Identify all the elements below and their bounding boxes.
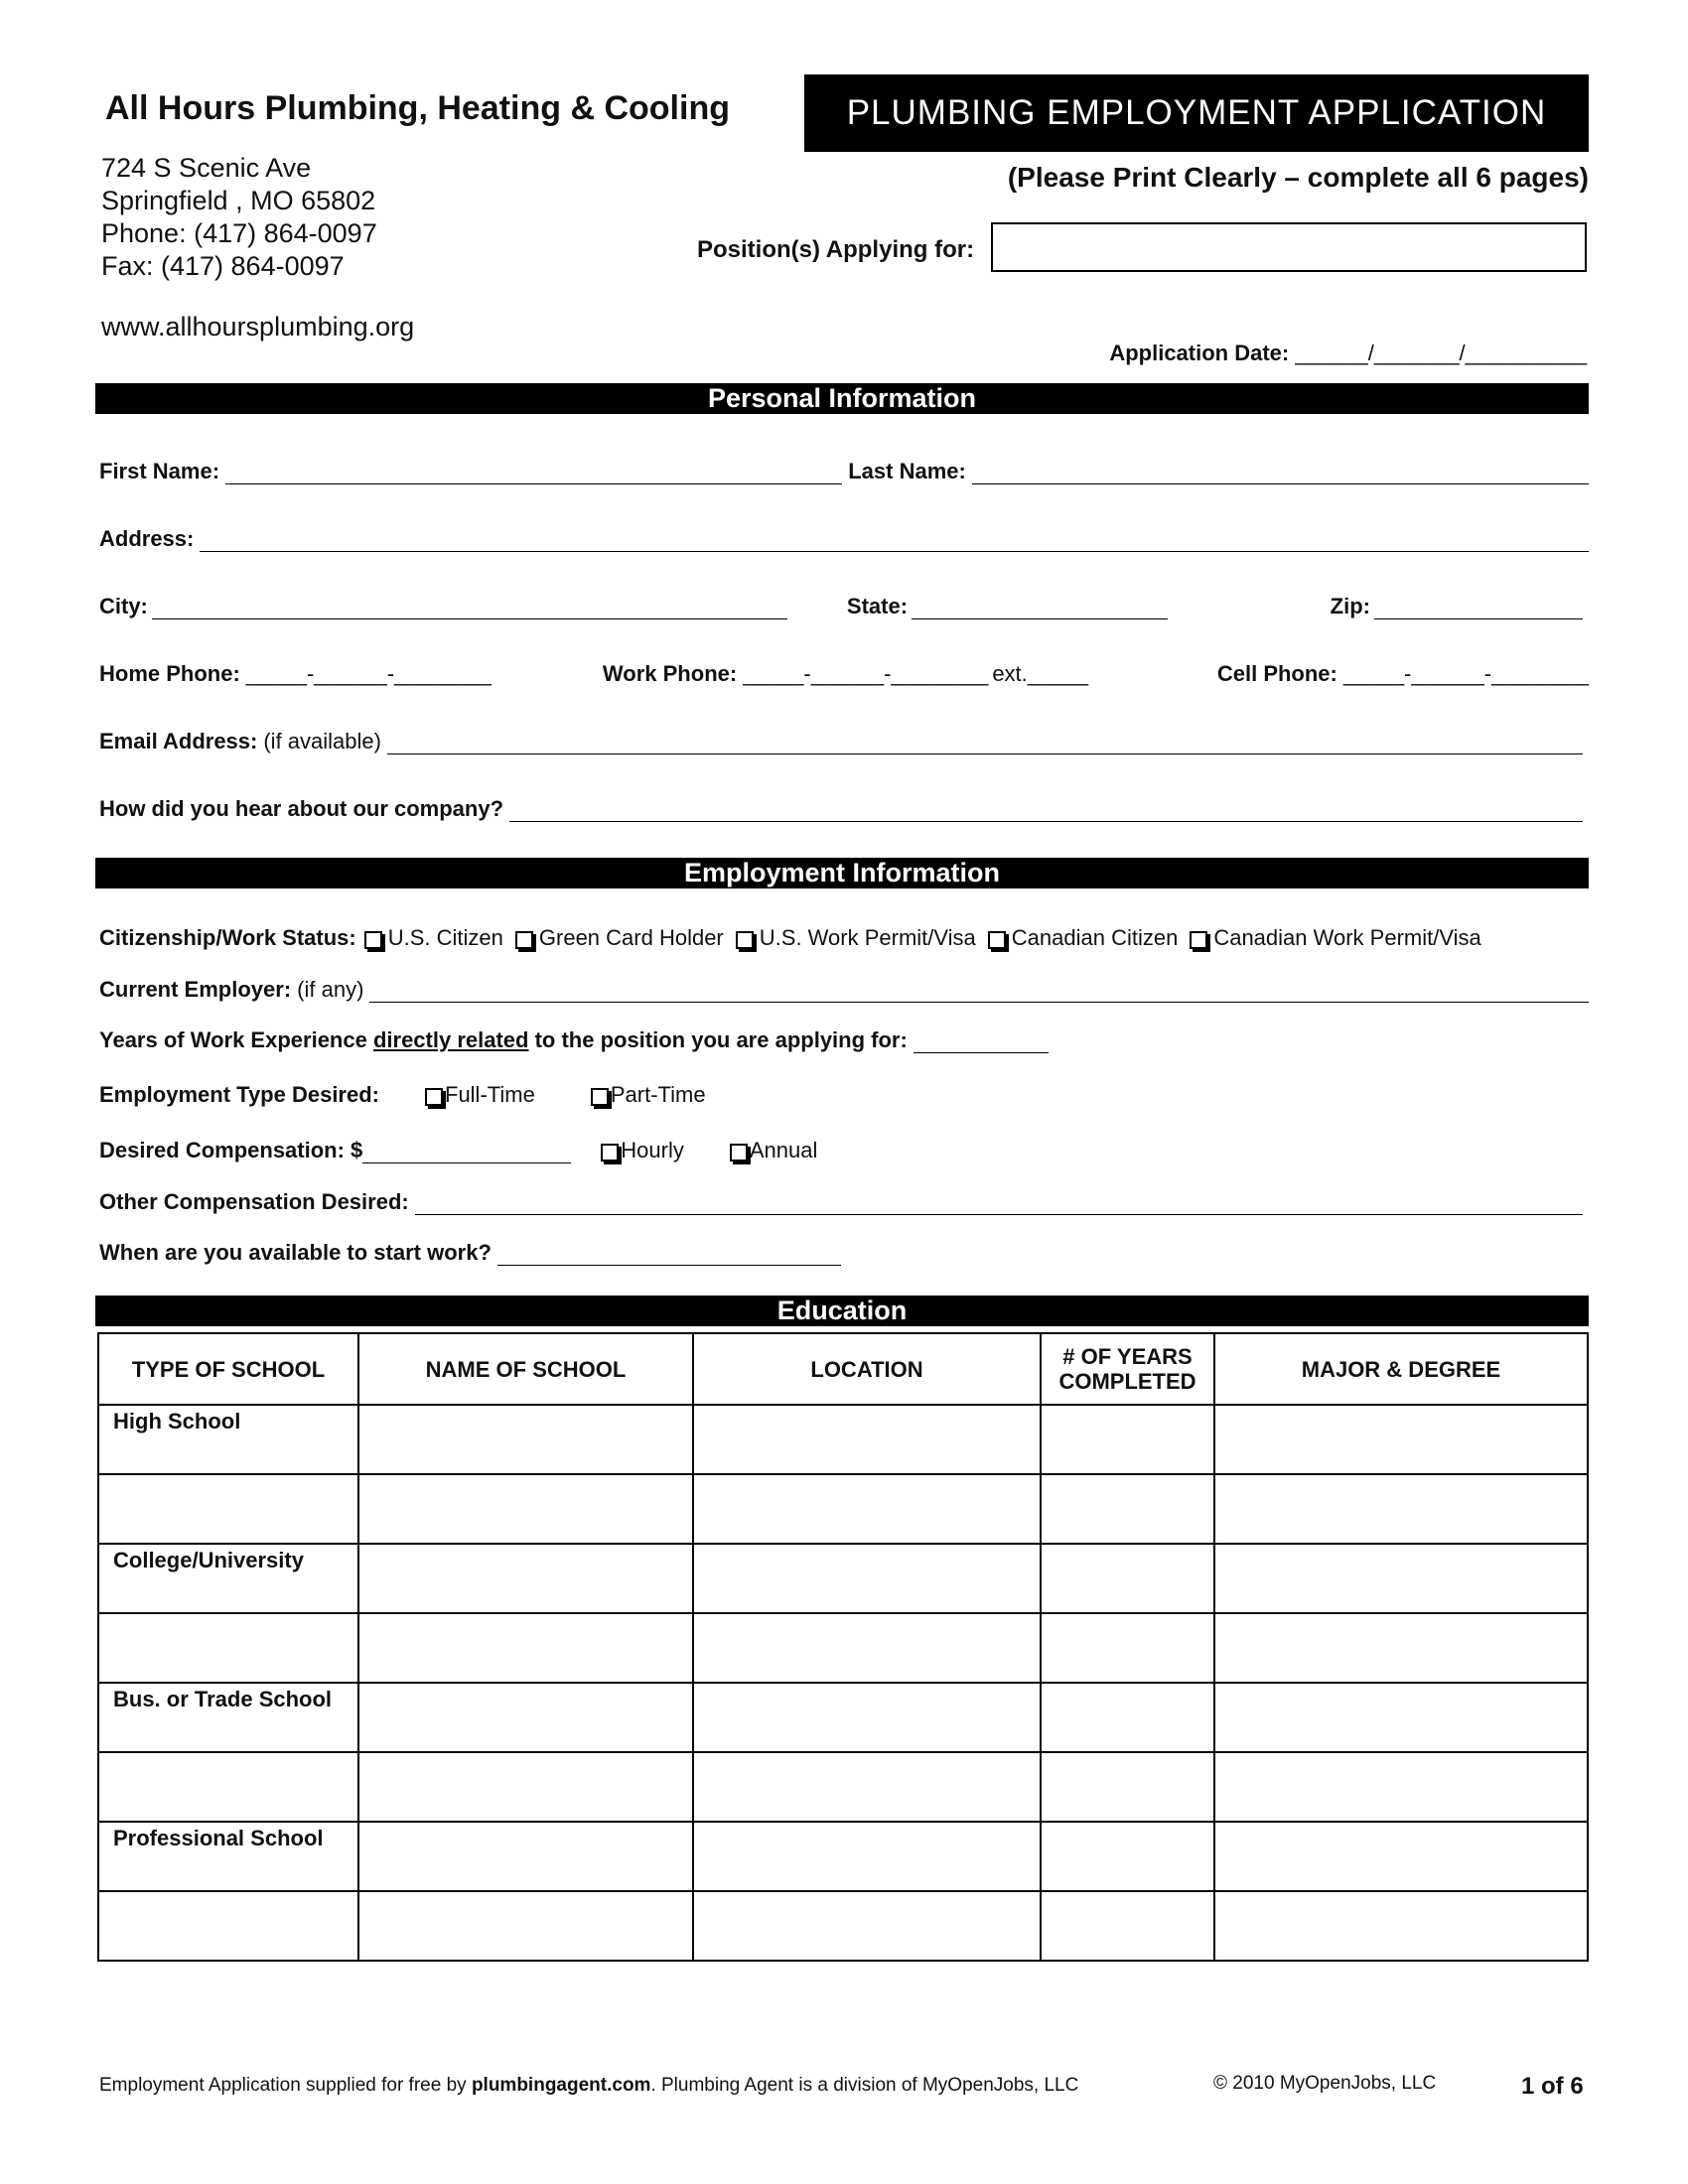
education-row <box>98 1683 1588 1752</box>
col-location: LOCATION <box>693 1333 1041 1405</box>
education-entry-cell[interactable] <box>1041 1822 1214 1891</box>
hear-about-row <box>99 792 1589 822</box>
option-us-work-permit: U.S. Work Permit/Visa <box>759 925 976 950</box>
education-row-label: High School <box>113 1409 241 1433</box>
email-field[interactable] <box>387 734 1583 754</box>
checkbox-full-time[interactable] <box>425 1088 443 1106</box>
education-row-label <box>99 1614 357 1617</box>
years-exp-label-pre: Years of Work Experience <box>99 1027 373 1052</box>
education-entry-cell[interactable] <box>1041 1752 1214 1822</box>
current-employer-field[interactable] <box>369 982 1589 1003</box>
option-canadian-work-permit: Canadian Work Permit/Visa <box>1213 925 1481 950</box>
education-entry-cell[interactable] <box>358 1822 693 1891</box>
education-entry-cell[interactable] <box>358 1405 693 1474</box>
hear-about-field[interactable] <box>509 801 1583 822</box>
education-entry-cell[interactable] <box>1214 1613 1588 1683</box>
home-phone-field[interactable]: _____-______-________ <box>245 661 492 686</box>
education-row <box>98 1544 1588 1613</box>
years-experience-row <box>99 1024 1589 1053</box>
position-input[interactable] <box>991 222 1587 272</box>
education-entry-cell[interactable] <box>358 1474 693 1544</box>
city-field[interactable] <box>152 599 787 619</box>
option-annual: Annual <box>749 1138 818 1162</box>
first-name-field[interactable] <box>225 464 842 484</box>
cell-phone-label: Cell Phone: <box>1216 661 1337 686</box>
checkbox-canadian-citizen[interactable] <box>988 931 1006 949</box>
education-row <box>98 1752 1588 1822</box>
education-row-label: Professional School <box>113 1826 324 1850</box>
education-entry-cell[interactable] <box>1041 1613 1214 1683</box>
education-entry-cell[interactable] <box>693 1683 1041 1752</box>
email-note: (if available) <box>263 729 381 753</box>
page-number: 1 of 6 <box>1521 2073 1584 2100</box>
application-date-field[interactable]: ______/_______/__________ <box>1295 341 1587 365</box>
education-entry-cell[interactable] <box>1041 1891 1214 1961</box>
start-work-label: When are you available to start work? <box>99 1240 492 1265</box>
education-row <box>98 1405 1588 1474</box>
citizenship-row <box>99 921 1589 951</box>
current-employer-row <box>99 973 1589 1003</box>
current-employer-note: (if any) <box>297 977 364 1002</box>
name-row <box>99 455 1589 484</box>
option-full-time: Full-Time <box>445 1082 535 1107</box>
print-note: (Please Print Clearly – complete all 6 pages) <box>1007 162 1589 193</box>
citizenship-label: Citizenship/Work Status: <box>99 925 356 950</box>
address-line1: 724 S Scenic Ave <box>101 153 312 183</box>
education-type-cell <box>98 1822 358 1891</box>
education-type-cell <box>98 1613 358 1683</box>
zip-label: Zip: <box>1330 594 1370 618</box>
state-label: State: <box>846 594 909 618</box>
option-green-card: Green Card Holder <box>538 925 724 950</box>
work-phone-field[interactable]: _____-______-________ <box>743 661 989 686</box>
current-employer-label: Current Employer: <box>99 977 292 1002</box>
checkbox-canadian-work-permit[interactable] <box>1190 931 1207 949</box>
checkbox-green-card[interactable] <box>515 931 533 949</box>
education-entry-cell[interactable] <box>358 1613 693 1683</box>
application-date <box>1109 341 1587 366</box>
work-ext-field[interactable]: ext._____ <box>992 661 1088 686</box>
application-date-label: Application Date: <box>1109 341 1290 365</box>
last-name-label: Last Name: <box>848 459 966 483</box>
email-label: Email Address: <box>99 729 258 753</box>
education-entry-cell[interactable] <box>693 1822 1041 1891</box>
col-type-of-school: TYPE OF SCHOOL <box>98 1333 358 1405</box>
education-entry-cell[interactable] <box>358 1683 693 1752</box>
checkbox-us-work-permit[interactable] <box>736 931 754 949</box>
years-exp-label-underline: directly related <box>372 1027 529 1052</box>
footer-supplied-post: . Plumbing Agent is a division of MyOpenJobs, LLC <box>650 2075 1079 2096</box>
start-work-row <box>99 1236 1589 1266</box>
cell-phone-field[interactable]: _____-______-________ <box>1342 661 1589 686</box>
footer-supplied-by <box>99 2075 1078 2097</box>
education-type-cell <box>98 1891 358 1961</box>
education-entry-cell[interactable] <box>1214 1683 1588 1752</box>
years-exp-label-post: to the position you are applying for: <box>528 1027 908 1052</box>
col-name-of-school: NAME OF SCHOOL <box>358 1333 693 1405</box>
address-label: Address: <box>99 526 195 551</box>
state-field[interactable] <box>912 599 1168 619</box>
employment-section-header: Employment Information <box>95 858 1589 888</box>
education-entry-cell[interactable] <box>1214 1891 1588 1961</box>
education-entry-cell[interactable] <box>1041 1405 1214 1474</box>
checkbox-part-time[interactable] <box>591 1088 609 1106</box>
fax-line: Fax: (417) 864-0097 <box>101 251 345 281</box>
education-entry-cell[interactable] <box>358 1891 693 1961</box>
compensation-field[interactable] <box>362 1143 571 1163</box>
education-entry-cell[interactable] <box>1041 1683 1214 1752</box>
education-type-cell <box>98 1752 358 1822</box>
option-hourly: Hourly <box>621 1138 684 1162</box>
education-entry-cell[interactable] <box>693 1405 1041 1474</box>
education-section-header: Education <box>95 1296 1589 1326</box>
education-row <box>98 1613 1588 1683</box>
education-row-label <box>99 1475 357 1478</box>
education-row-label <box>99 1753 357 1756</box>
education-entry-cell[interactable] <box>693 1752 1041 1822</box>
address-line2: Springfield , MO 65802 <box>101 186 376 215</box>
address-field[interactable] <box>200 531 1589 552</box>
other-comp-field[interactable] <box>415 1194 1583 1215</box>
website-link[interactable]: www.allhoursplumbing.org <box>101 312 415 341</box>
last-name-field[interactable] <box>972 464 1589 484</box>
work-phone-label: Work Phone: <box>602 661 738 686</box>
phone-row <box>99 657 1589 687</box>
other-comp-label: Other Compensation Desired: <box>99 1189 409 1214</box>
city-row <box>99 590 1589 619</box>
education-type-cell <box>98 1474 358 1544</box>
education-entry-cell[interactable] <box>1041 1474 1214 1544</box>
personal-section-header: Personal Information <box>95 383 1589 414</box>
col-major-degree: MAJOR & DEGREE <box>1214 1333 1588 1405</box>
education-header-row <box>98 1333 1588 1405</box>
education-row <box>98 1474 1588 1544</box>
email-row <box>99 725 1589 754</box>
education-type-cell <box>98 1683 358 1752</box>
city-label: City: <box>99 594 148 618</box>
position-label: Position(s) Applying for: <box>697 236 975 263</box>
years-exp-field[interactable] <box>914 1032 1049 1053</box>
education-entry-cell[interactable] <box>693 1544 1041 1613</box>
education-entry-cell[interactable] <box>693 1474 1041 1544</box>
education-entry-cell[interactable] <box>1214 1474 1588 1544</box>
education-entry-cell[interactable] <box>1041 1544 1214 1613</box>
education-row <box>98 1822 1588 1891</box>
footer-supplied-pre: Employment Application supplied for free by <box>99 2075 472 2096</box>
education-entry-cell[interactable] <box>1214 1544 1588 1613</box>
checkbox-hourly[interactable] <box>601 1144 619 1161</box>
checkbox-us-citizen[interactable] <box>364 931 382 949</box>
option-part-time: Part-Time <box>610 1082 706 1107</box>
col-years-completed: # OF YEARS COMPLETED <box>1041 1333 1214 1405</box>
education-entry-cell[interactable] <box>1214 1405 1588 1474</box>
education-row-label <box>99 1892 357 1895</box>
form-title: PLUMBING EMPLOYMENT APPLICATION <box>804 74 1589 152</box>
option-us-citizen: U.S. Citizen <box>387 925 503 950</box>
first-name-label: First Name: <box>99 459 220 483</box>
education-entry-cell[interactable] <box>358 1544 693 1613</box>
company-name: All Hours Plumbing, Heating & Cooling <box>105 89 730 127</box>
education-entry-cell[interactable] <box>1214 1752 1588 1822</box>
checkbox-annual[interactable] <box>730 1144 748 1161</box>
education-row-label: College/University <box>113 1548 304 1572</box>
start-work-field[interactable] <box>497 1245 841 1266</box>
education-type-cell <box>98 1405 358 1474</box>
other-comp-row <box>99 1185 1589 1215</box>
education-entry-cell[interactable] <box>693 1891 1041 1961</box>
education-type-cell <box>98 1544 358 1613</box>
education-table <box>97 1332 1589 1962</box>
education-entry-cell[interactable] <box>1214 1822 1588 1891</box>
employment-type-row <box>99 1078 1589 1108</box>
address-row <box>99 522 1589 552</box>
education-row-label: Bus. or Trade School <box>113 1687 333 1711</box>
compensation-row <box>99 1134 1589 1163</box>
footer-copyright: © 2010 MyOpenJobs, LLC <box>1213 2073 1437 2094</box>
education-row <box>98 1891 1588 1961</box>
footer-site-link[interactable]: plumbingagent.com <box>471 2075 651 2096</box>
education-entry-cell[interactable] <box>358 1752 693 1822</box>
company-address <box>101 152 377 283</box>
phone-line: Phone: (417) 864-0097 <box>101 218 377 248</box>
option-canadian-citizen: Canadian Citizen <box>1011 925 1179 950</box>
home-phone-label: Home Phone: <box>99 661 240 686</box>
hear-about-label: How did you hear about our company? <box>99 796 504 821</box>
compensation-label: Desired Compensation: $ <box>99 1138 363 1162</box>
zip-field[interactable] <box>1374 599 1583 619</box>
employment-type-label: Employment Type Desired: <box>99 1082 379 1107</box>
education-entry-cell[interactable] <box>693 1613 1041 1683</box>
